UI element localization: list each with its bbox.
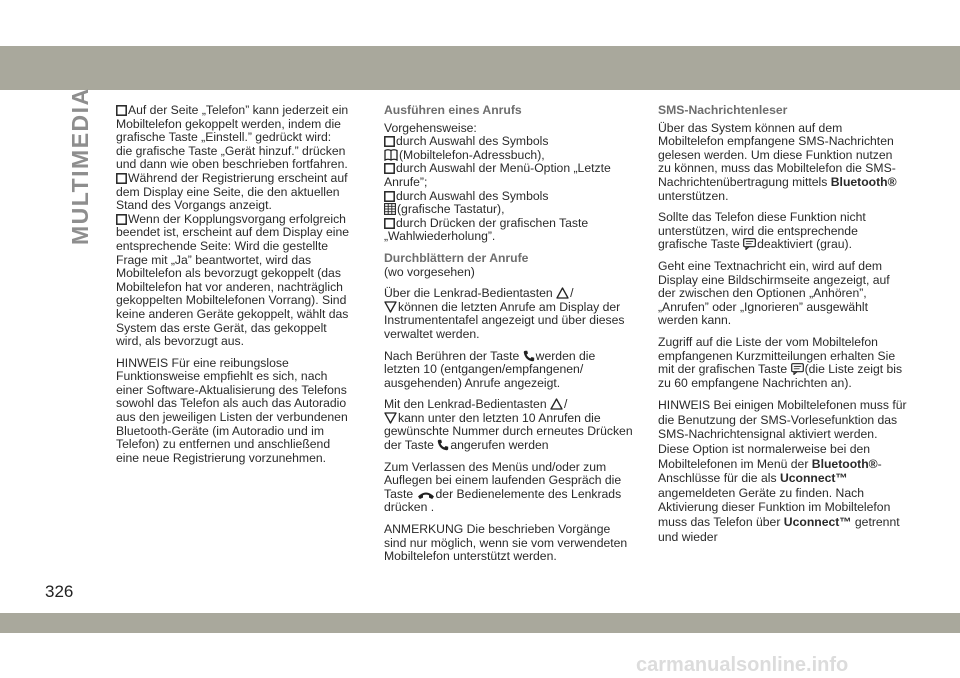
- note-paragraph: ANMERKUNG Die beschrieben Vorgänge sind nur möglich, wenn sie vom verwendeten Mobiltelefon unterstützt werden.: [384, 522, 628, 564]
- phonebook-icon: [384, 149, 398, 161]
- body-paragraph: Über das System können auf dem Mobiltelefon empfangene SMS-Nachrichten gelesen werden. Um diese Funktion nutzen zu können, muss das Mobiltelefon die SMS-Nachrichtenübertragung mittels Bluetooth® unterstützen.: [658, 120, 897, 203]
- sms-message-icon: [743, 238, 756, 250]
- bullet-square-icon: [116, 105, 127, 116]
- sms-message-icon: [791, 363, 804, 375]
- bullet-square-icon: [384, 163, 395, 174]
- triangle-up-icon: [556, 287, 569, 299]
- triangle-down-icon: [384, 301, 397, 313]
- bullet-square-icon: [384, 218, 395, 229]
- body-paragraph: Sollte das Telefon diese Funktion nicht unterstützen, wird die entsprechende grafische Taste deaktiviert (grau).: [658, 210, 866, 252]
- triangle-up-icon: [550, 398, 563, 410]
- column-right: [658, 104, 908, 552]
- note-paragraph: HINWEIS Für eine reibungslose Funktionsweise empfiehlt es sich, nach einer Software-Aktualisierung des Telefons sowohl das Telefon als auch das Autoradio aus den jeweiligen Listen der verbundenen Bluetooth-Geräte (im Autoradio und im Telefon) zu entfernen und anschließend eine neue Registrierung vorzunehmen.: [116, 355, 348, 465]
- header-band: [0, 46, 960, 90]
- bullet-square-icon: [116, 173, 127, 184]
- bullet-paragraph: Während der Registrierung erscheint auf dem Display eine Seite, die den aktuellen Stand des Vorgangs anzeigt.: [116, 170, 348, 213]
- bullet-paragraph: durch Auswahl der Menü-Option „Letzte Anrufe”;: [384, 161, 611, 189]
- keypad-icon: [384, 203, 396, 215]
- body-paragraph: Über die Lenkrad-Bedientasten / können die letzten Anrufe am Display der Instrumententafel angezeigt und über dieses verwaltet werden.: [384, 286, 625, 341]
- bullet-paragraph: Auf der Seite „Telefon” kann jederzeit ein Mobiltelefon gekoppelt werden, indem die grafische Taste „Einstell.” gedrückt wird: die grafische Taste „Gerät hinzuf.” drücken und dann wie oben beschrieben fortfahren.: [116, 103, 349, 172]
- bullet-square-icon: [384, 191, 395, 202]
- section-heading: SMS-Nachrichtenleser: [658, 103, 788, 117]
- bullet-paragraph: durch Auswahl des Symbols (Mobiltelefon-Adressbuch),: [384, 135, 634, 162]
- intro-text: Vorgehensweise:: [384, 120, 477, 135]
- footer-band: [0, 613, 960, 633]
- body-paragraph: Zum Verlassen des Menüs und/oder zum Auflegen bei einem laufenden Gespräch die Taste der Bedienelemente des Lenkrads drücken .: [384, 459, 622, 515]
- phone-call-icon: [523, 350, 535, 362]
- body-paragraph: Zugriff auf die Liste der vom Mobiltelefon empfangenen Kurzmitteilungen erhalten Sie mit der grafischen Taste (die Liste zeigt bis zu 60 empfangene Nachrichten an).: [658, 334, 903, 390]
- triangle-down-icon: [384, 412, 397, 424]
- phone-call-icon: [437, 439, 449, 451]
- section-heading: Ausführen eines Anrufs: [384, 103, 522, 117]
- bullet-square-icon: [384, 136, 395, 147]
- page-number: 326: [45, 582, 74, 601]
- column-middle: [384, 104, 634, 572]
- hang-up-icon: [417, 490, 435, 500]
- bullet-paragraph: durch Auswahl des Symbols (grafische Tastatur),: [384, 190, 634, 217]
- body-paragraph: Geht eine Textnachricht ein, wird auf dem Display eine Bildschirmseite angezeigt, auf der zwischen den Optionen „Anhören”, „Anrufen” oder „Ignorieren” ausgewählt werden kann.: [658, 258, 890, 328]
- section-heading: Durchblättern der Anrufe: [384, 250, 529, 265]
- body-paragraph: Nach Berühren der Taste werden die letzten 10 (entgangen/empfangenen/ ausgehenden) Anrufe angezeigt.: [384, 348, 596, 390]
- note-paragraph: HINWEIS Bei einigen Mobiltelefonen muss für die Benutzung der SMS-Vorlesefunktion das SMS-Nachrichtensignal aktiviert werden. Diese Option ist normalerweise bei den Mobiltelefonen im Menü der Bluetooth®-Anschlüsse für die als Uconnect™ angemeldeten Geräte zu finden. Nach Aktivierung dieser Funktion im Mobiltelefon muss das Telefon über Uconnect™ getrennt und wieder: [658, 398, 907, 544]
- column-left: [116, 104, 350, 473]
- section-side-label: MULTIMEDIA: [67, 87, 93, 245]
- bullet-paragraph: Wenn der Kopplungsvorgang erfolgreich beendet ist, erscheint auf dem Display eine entsprechende Seite: Wird die gestellte Frage mit „Ja” beantwortet, wird das Mobiltelefon als bevorzugt gekoppelt (das Mobiltelefon hat vor anderen, nachträglich gekoppelten Mobiltelefonen Vorrang). Sind keine anderen Geräte gekoppelt, wählt das System das erste Gerät, das gekoppelt wird, als bevorzugt aus.: [116, 211, 350, 349]
- watermark: carmanualsonline.info: [636, 654, 849, 676]
- bullet-paragraph: durch Drücken der grafischen Taste „Wahlwiederholung”.: [384, 215, 589, 244]
- bullet-square-icon: [116, 214, 127, 225]
- section-subheading: (wo vorgesehen): [384, 264, 475, 279]
- body-paragraph: Mit den Lenkrad-Bedientasten / kann unter den letzten 10 Anrufen die gewünschte Nummer durch erneutes Drücken der Taste angerufen werden: [384, 397, 633, 453]
